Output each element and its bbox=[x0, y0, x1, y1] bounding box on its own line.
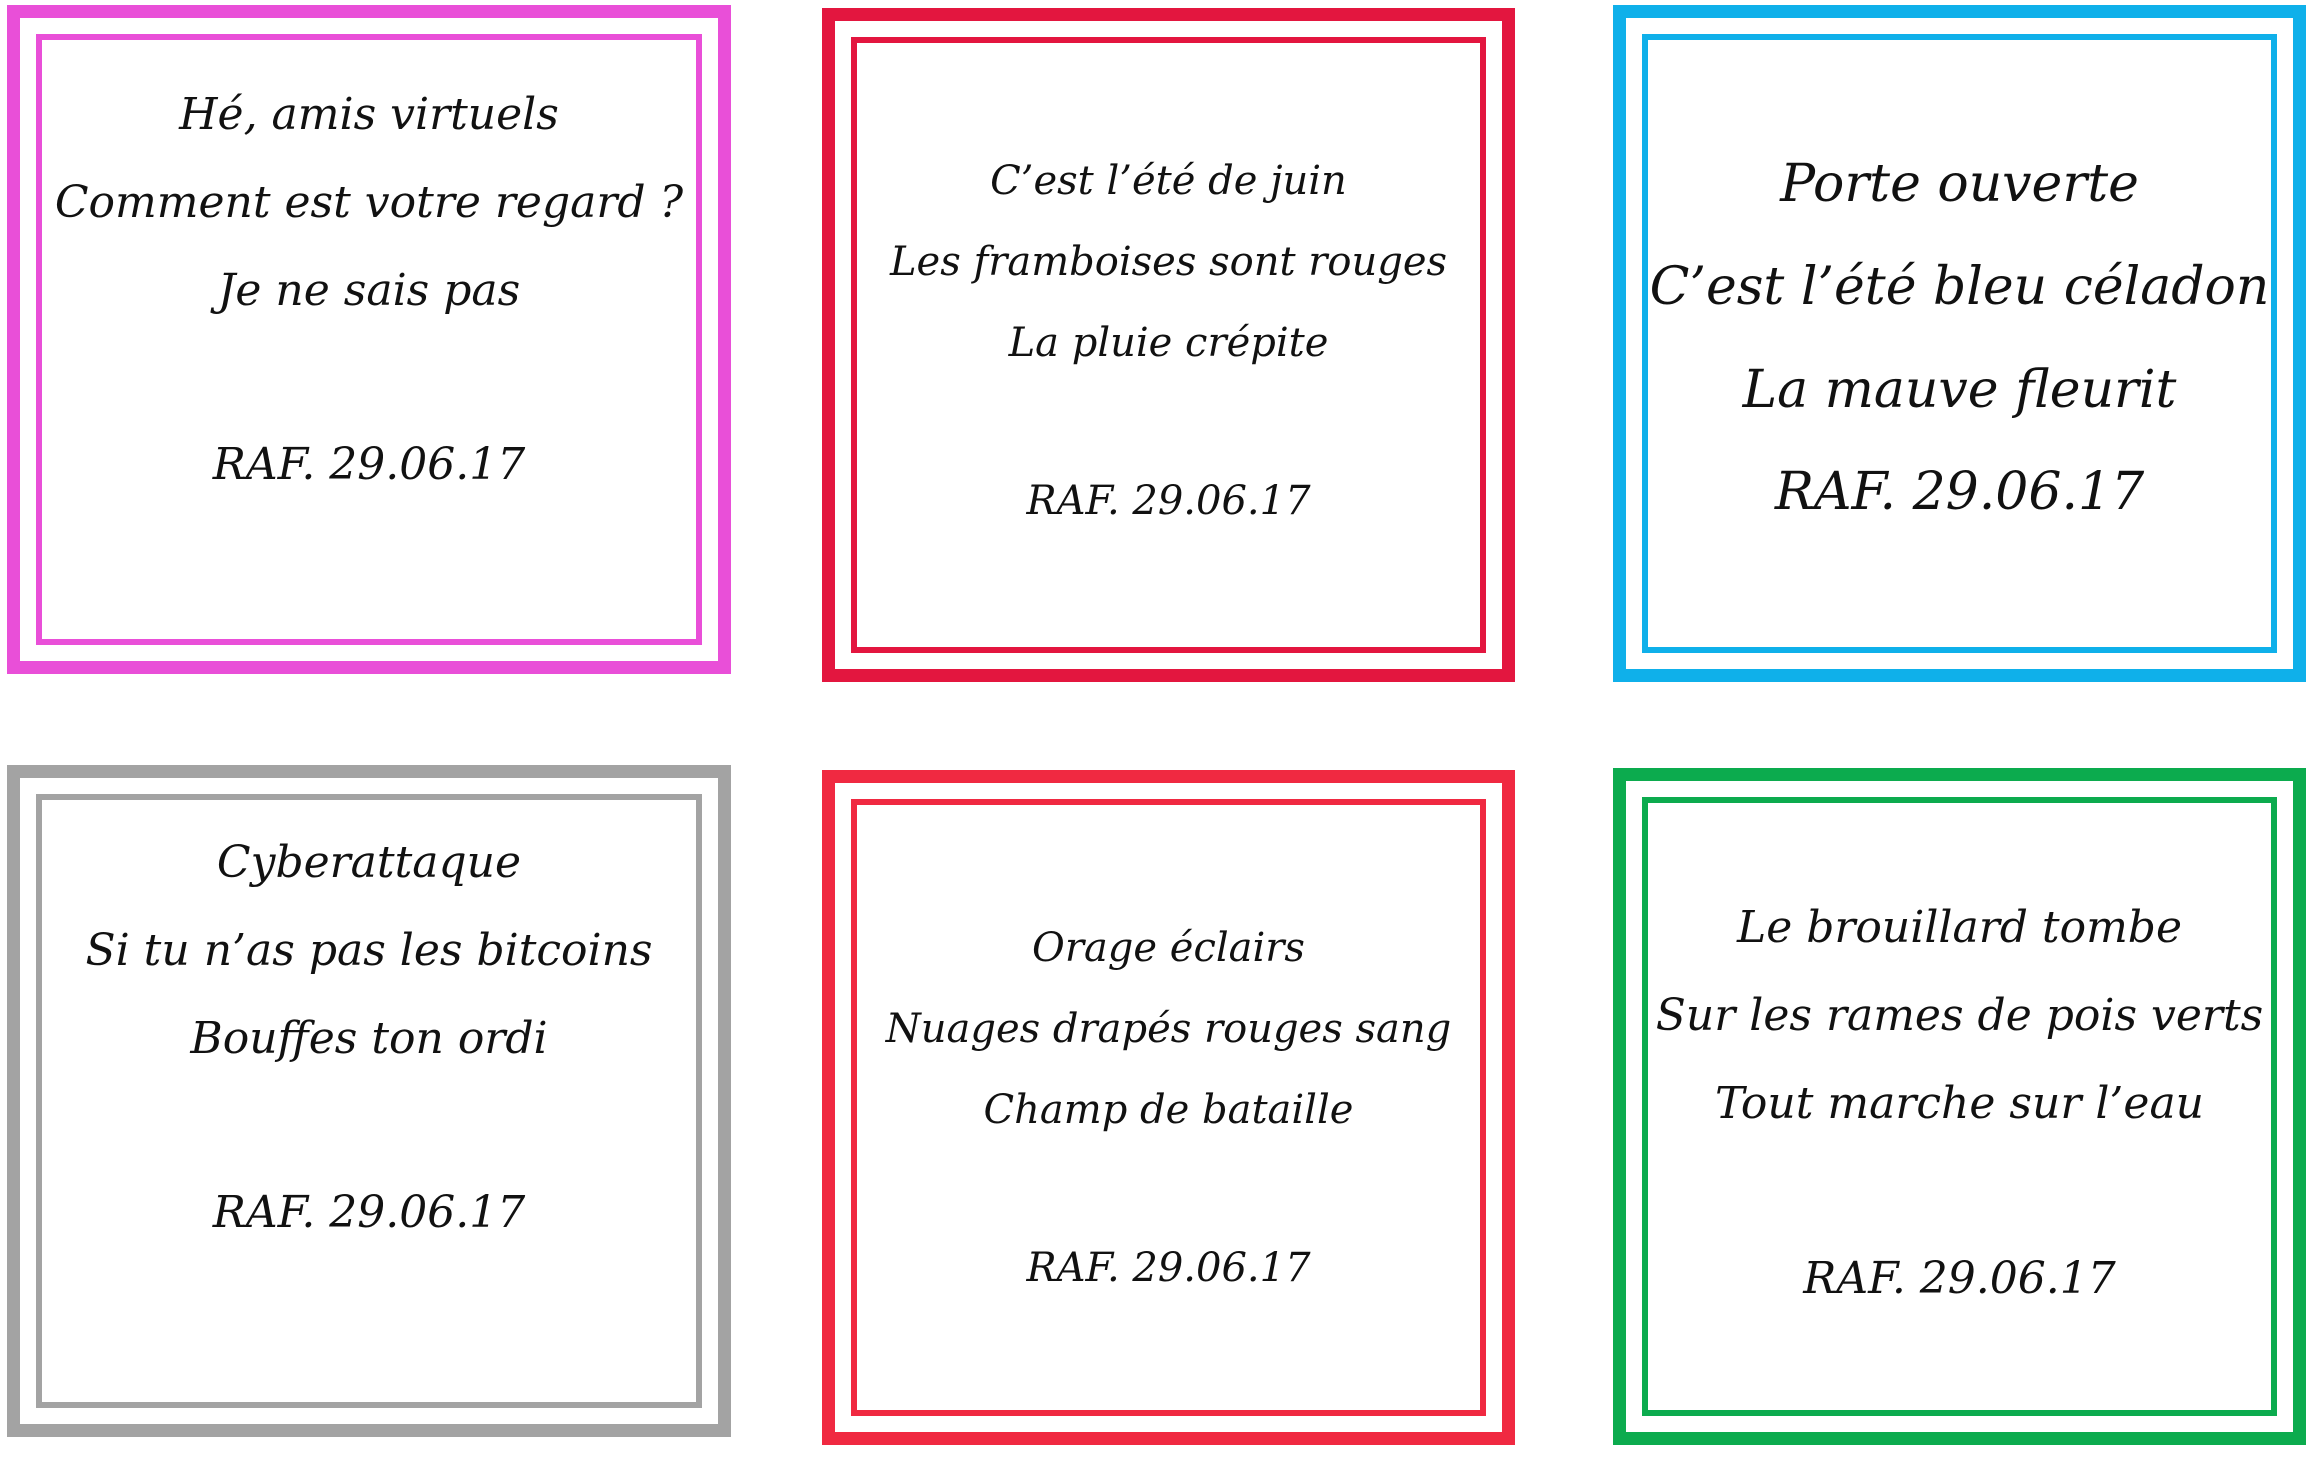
poem-line-2: Sur les rames de pois verts bbox=[1655, 990, 2264, 1041]
poem-line-2: Les framboises sont rouges bbox=[889, 239, 1448, 285]
poem-line-1: Cyberattaque bbox=[216, 837, 522, 888]
haiku-card-2 bbox=[822, 8, 1515, 682]
poem-line-1: Hé, amis virtuels bbox=[179, 89, 559, 140]
poem-line-3: La pluie crépite bbox=[1008, 320, 1329, 366]
signature: RAF. 29.06.17 bbox=[212, 439, 526, 490]
poem-line-3: La mauve fleurit bbox=[1742, 360, 2177, 420]
poem-line-3: Champ de bataille bbox=[983, 1087, 1354, 1133]
poem-line-1: C’est l’été de juin bbox=[990, 158, 1347, 204]
signature: RAF. 29.06.17 bbox=[212, 1187, 526, 1238]
signature: RAF. 29.06.17 bbox=[1774, 462, 2145, 522]
poem-line-3: Tout marche sur l’eau bbox=[1714, 1078, 2205, 1129]
haiku-card-5 bbox=[822, 770, 1515, 1445]
poem-line-2: Nuages drapés rouges sang bbox=[885, 1006, 1452, 1052]
poem-line-1: Porte ouverte bbox=[1780, 154, 2139, 214]
poem-line-2: Comment est votre regard ? bbox=[54, 177, 684, 228]
haiku-card-3 bbox=[1613, 5, 2306, 682]
poem-line-3: Je ne sais pas bbox=[217, 265, 521, 316]
haiku-card-4 bbox=[7, 765, 731, 1437]
poem-line-2: C’est l’été bleu céladon bbox=[1649, 257, 2270, 317]
poem-line-3: Bouffes ton ordi bbox=[190, 1013, 548, 1064]
signature: RAF. 29.06.17 bbox=[1803, 1253, 2116, 1304]
poem-line-1: Orage éclairs bbox=[1032, 925, 1305, 971]
card-inner-frame bbox=[1642, 34, 2277, 653]
haiku-card-6 bbox=[1613, 768, 2306, 1445]
haiku-card-1 bbox=[7, 5, 731, 674]
poem-line-1: Le brouillard tombe bbox=[1736, 902, 2182, 953]
signature: RAF. 29.06.17 bbox=[1026, 478, 1311, 524]
signature: RAF. 29.06.17 bbox=[1026, 1245, 1311, 1291]
poem-line-2: Si tu n’as pas les bitcoins bbox=[85, 925, 653, 976]
